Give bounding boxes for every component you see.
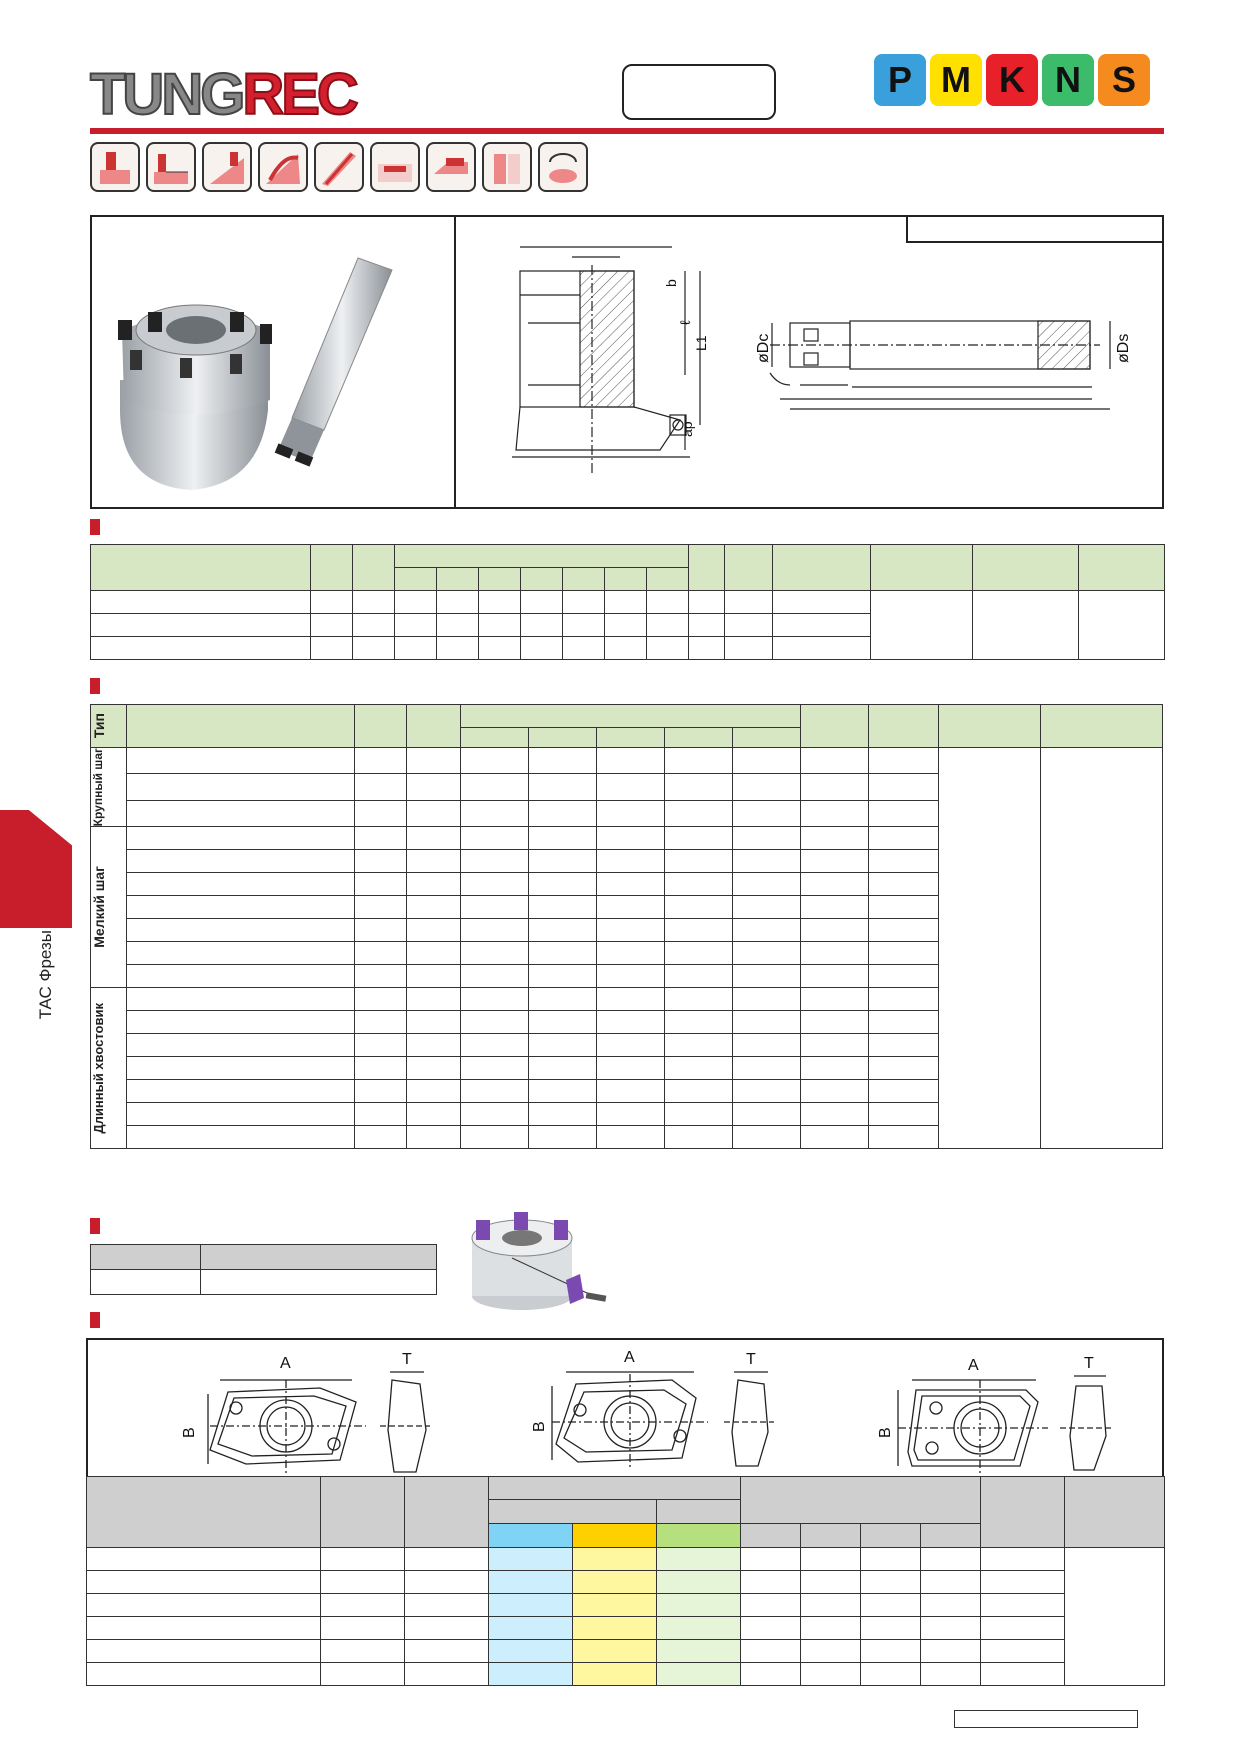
dim-l1: L1 <box>693 335 709 351</box>
insert3-dim-b: B <box>877 1427 894 1438</box>
material-badge-s: S <box>1098 54 1150 106</box>
material-badge-m: M <box>930 54 982 106</box>
group-coarse-pitch: Крупный шаг <box>91 748 105 827</box>
dim-ap: ap <box>679 421 695 437</box>
page-footer-box <box>954 1710 1138 1728</box>
shoulder-milling-icon <box>90 142 140 192</box>
dim-ds: øDs <box>1115 333 1132 363</box>
insert1-dim-a: A <box>280 1355 291 1372</box>
section-marker-4 <box>90 1312 100 1328</box>
side-tab-label: ТАС Фрезы <box>36 930 55 1020</box>
type-header: Тип <box>91 713 107 739</box>
end-mill-photo <box>275 258 392 467</box>
section-marker-1 <box>90 519 100 535</box>
pocket-icon <box>426 142 476 192</box>
material-badge-p: P <box>874 54 926 106</box>
assembly-illustration <box>462 1208 622 1318</box>
insert3-dim-t: T <box>1084 1355 1094 1372</box>
circular-interpolation-icon <box>538 142 588 192</box>
material-badge-k: K <box>986 54 1038 106</box>
group-fine-pitch: Мелкий шаг <box>91 866 107 949</box>
cutter-photos <box>110 250 440 500</box>
ramping-icon <box>202 142 252 192</box>
insert2-dim-a: A <box>624 1349 635 1366</box>
material-badge-n: N <box>1042 54 1094 106</box>
insert-drawings <box>90 1340 1160 1476</box>
frame-divider <box>454 215 456 509</box>
table-cutter-bodies <box>90 544 1165 660</box>
section-marker-3 <box>90 1218 100 1234</box>
header-divider <box>90 128 1164 134</box>
dim-l: ℓ <box>677 320 693 325</box>
insert2-dim-t: T <box>746 1351 756 1368</box>
face-milling-icon <box>146 142 196 192</box>
side-milling-icon <box>482 142 532 192</box>
code-box <box>622 64 776 120</box>
table-spare-parts <box>90 1244 437 1295</box>
slot-icon <box>314 142 364 192</box>
insert3-dim-a: A <box>968 1357 979 1374</box>
dim-b: b <box>663 279 679 287</box>
table-end-mills <box>90 704 1163 1149</box>
group-long-shank: Длинный хвостовик <box>91 1003 106 1134</box>
helical-icon <box>258 142 308 192</box>
dim-dc: øDc <box>755 333 772 363</box>
brand-logo: TUNGREC <box>90 62 356 127</box>
insert1-dim-b: B <box>181 1427 198 1438</box>
insert1-dim-t: T <box>402 1351 412 1368</box>
section-marker-2 <box>90 678 100 694</box>
dimension-drawing <box>460 225 1160 503</box>
face-mill-photo <box>118 305 272 490</box>
side-tab <box>0 810 72 928</box>
table-inserts <box>86 1476 1165 1686</box>
plunge-icon <box>370 142 420 192</box>
insert2-dim-b: B <box>531 1421 548 1432</box>
